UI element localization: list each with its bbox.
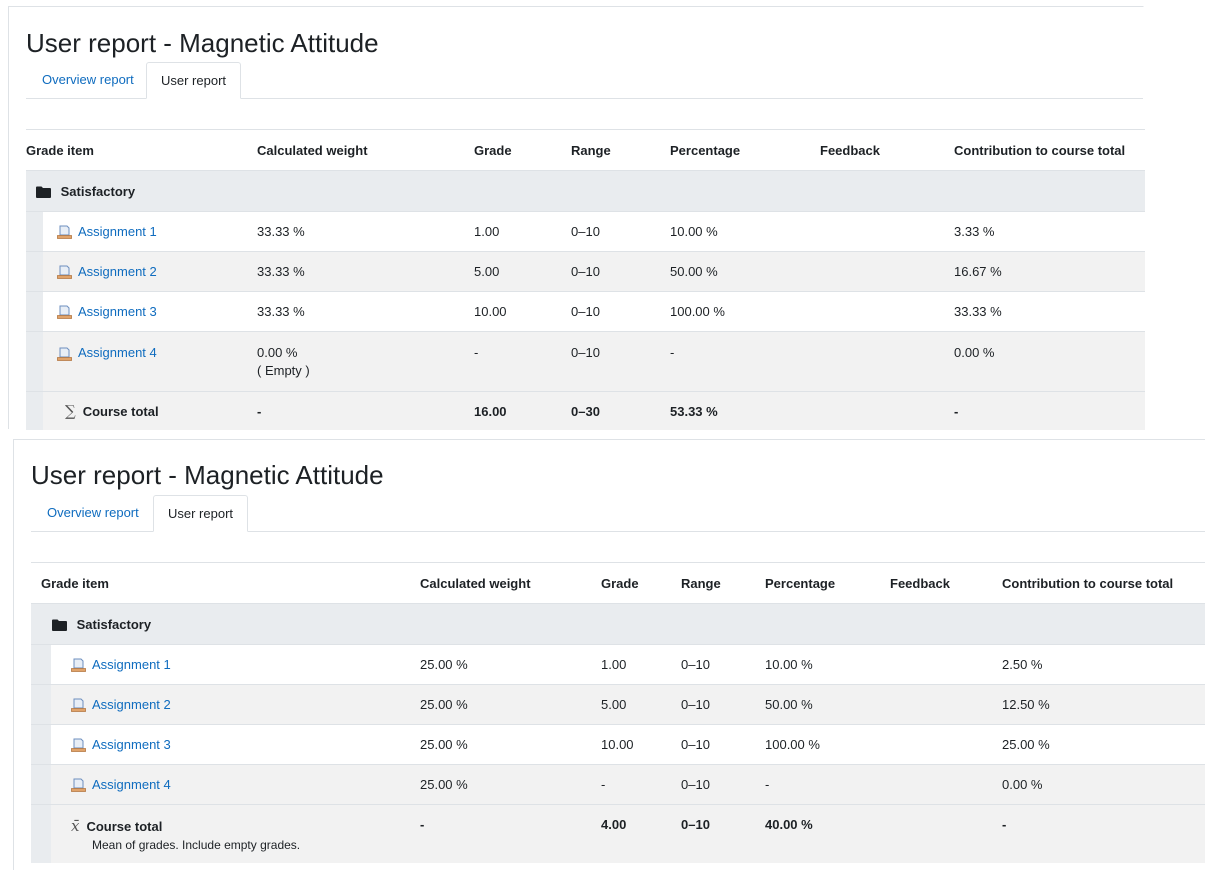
- table-row: [26, 212, 1145, 252]
- total-weight-cell: -: [420, 805, 601, 864]
- contribution-cell: 0.00 %: [954, 332, 1145, 392]
- assignment-icon: [57, 305, 72, 319]
- assignment-icon: [57, 225, 72, 239]
- total-feedback-cell: [890, 805, 1002, 864]
- course-total-row: [26, 392, 1145, 431]
- range-cell: 0–10: [681, 725, 765, 765]
- grade-table: [26, 129, 1145, 430]
- page-title: User report - Magnetic Attitude: [31, 460, 384, 490]
- assignment-link[interactable]: Assignment 4: [78, 345, 157, 360]
- contribution-cell: 33.33 %: [954, 292, 1145, 332]
- assignment-link[interactable]: Assignment 3: [78, 303, 157, 319]
- contribution-cell: 12.50 %: [1002, 685, 1205, 725]
- contribution-cell: 0.00 %: [1002, 765, 1205, 805]
- course-total-row: [31, 805, 1205, 864]
- total-feedback-cell: [820, 392, 954, 431]
- header-calculated-weight: Calculated weight: [420, 563, 601, 604]
- tab-user-report[interactable]: User report: [146, 62, 241, 99]
- user-report-panel-1: [8, 6, 1144, 429]
- category-name: Satisfactory: [60, 183, 136, 199]
- total-contribution-cell: -: [1002, 805, 1205, 864]
- weight-cell: 25.00 %: [420, 765, 601, 805]
- header-calculated-weight: Calculated weight: [257, 130, 474, 171]
- assignment-link[interactable]: Assignment 4: [92, 776, 171, 792]
- range-cell: 0–10: [571, 332, 670, 392]
- table-row: [31, 645, 1205, 685]
- course-total-label: Course total: [86, 819, 163, 834]
- grade-cell: 10.00: [474, 292, 571, 332]
- total-grade-cell: 16.00: [474, 392, 571, 431]
- report-tabs: [26, 62, 1143, 99]
- range-cell: 0–10: [681, 685, 765, 725]
- percentage-cell: 100.00 %: [670, 292, 820, 332]
- assignment-icon: [71, 658, 86, 672]
- percentage-cell: 50.00 %: [765, 685, 890, 725]
- course-total-label: Course total: [82, 404, 159, 419]
- total-percentage-cell: 40.00 %: [765, 805, 890, 864]
- weight-cell: 33.33 %: [257, 252, 474, 292]
- feedback-cell: [820, 252, 954, 292]
- range-cell: 0–10: [681, 645, 765, 685]
- weight-cell: 0.00 %: [257, 345, 298, 360]
- total-range-cell: 0–30: [571, 392, 670, 431]
- header-range: Range: [571, 130, 670, 171]
- header-grade-item: Grade item: [26, 130, 257, 171]
- feedback-cell: [820, 292, 954, 332]
- tab-user-report[interactable]: User report: [153, 495, 248, 532]
- assignment-icon: [57, 347, 72, 361]
- assignment-link[interactable]: Assignment 3: [92, 736, 171, 752]
- mean-icon: x̄: [71, 817, 80, 835]
- range-cell: 0–10: [571, 292, 670, 332]
- weight-cell: 33.33 %: [257, 292, 474, 332]
- category-name: Satisfactory: [76, 616, 152, 632]
- feedback-cell: [890, 645, 1002, 685]
- grade-cell: 1.00: [601, 645, 681, 685]
- assignment-icon: [71, 778, 86, 792]
- report-tabs: [31, 495, 1205, 532]
- grade-cell: 10.00: [601, 725, 681, 765]
- contribution-cell: 16.67 %: [954, 252, 1145, 292]
- contribution-cell: 2.50 %: [1002, 645, 1205, 685]
- table-row: [31, 685, 1205, 725]
- header-percentage: Percentage: [765, 563, 890, 604]
- feedback-cell: [890, 765, 1002, 805]
- header-feedback: Feedback: [890, 563, 1002, 604]
- category-row: [31, 604, 1205, 645]
- weight-cell: 25.00 %: [420, 685, 601, 725]
- range-cell: 0–10: [681, 765, 765, 805]
- percentage-cell: -: [765, 765, 890, 805]
- header-range: Range: [681, 563, 765, 604]
- weight-cell: 25.00 %: [420, 645, 601, 685]
- page-title: User report - Magnetic Attitude: [26, 28, 379, 58]
- total-weight-cell: -: [257, 392, 474, 431]
- header-grade: Grade: [601, 563, 681, 604]
- weight-cell: 25.00 %: [420, 725, 601, 765]
- weight-cell: 33.33 %: [257, 212, 474, 252]
- header-feedback: Feedback: [820, 130, 954, 171]
- grade-cell: -: [601, 765, 681, 805]
- table-header-row: [26, 130, 1145, 171]
- grade-cell: 5.00: [601, 685, 681, 725]
- tab-overview-report[interactable]: Overview report: [47, 505, 139, 520]
- percentage-cell: 50.00 %: [670, 252, 820, 292]
- category-row: [26, 171, 1145, 212]
- user-report-panel-2: [13, 439, 1205, 870]
- percentage-cell: 100.00 %: [765, 725, 890, 765]
- total-grade-cell: 4.00: [601, 805, 681, 864]
- header-percentage: Percentage: [670, 130, 820, 171]
- folder-icon: [36, 186, 51, 198]
- feedback-cell: [890, 685, 1002, 725]
- grade-cell: 5.00: [474, 252, 571, 292]
- feedback-cell: [890, 725, 1002, 765]
- range-cell: 0–10: [571, 212, 670, 252]
- assignment-icon: [71, 738, 86, 752]
- header-grade: Grade: [474, 130, 571, 171]
- aggregation-note: Mean of grades. Include empty grades.: [92, 838, 301, 852]
- table-row: [26, 332, 1145, 392]
- grade-cell: -: [474, 332, 571, 392]
- assignment-link[interactable]: Assignment 2: [78, 263, 157, 279]
- header-contribution: Contribution to course total: [1002, 563, 1205, 604]
- table-header-row: [31, 563, 1205, 604]
- grade-cell: 1.00: [474, 212, 571, 252]
- assignment-icon: [57, 265, 72, 279]
- assignment-link[interactable]: Assignment 1: [92, 656, 171, 672]
- contribution-cell: 3.33 %: [954, 212, 1145, 252]
- tab-overview-report[interactable]: Overview report: [42, 72, 134, 87]
- table-row: [31, 765, 1205, 805]
- table-row: [26, 252, 1145, 292]
- header-contribution: Contribution to course total: [954, 130, 1145, 171]
- folder-icon: [52, 619, 67, 631]
- assignment-link[interactable]: Assignment 1: [78, 223, 157, 239]
- percentage-cell: -: [670, 332, 820, 392]
- assignment-link[interactable]: Assignment 2: [92, 696, 171, 712]
- total-range-cell: 0–10: [681, 805, 765, 864]
- feedback-cell: [820, 212, 954, 252]
- header-grade-item: Grade item: [31, 563, 420, 604]
- table-row: [31, 725, 1205, 765]
- assignment-icon: [71, 698, 86, 712]
- range-cell: 0–10: [571, 252, 670, 292]
- empty-note: ( Empty ): [257, 363, 310, 378]
- sum-icon: ∑: [65, 402, 76, 420]
- percentage-cell: 10.00 %: [765, 645, 890, 685]
- total-percentage-cell: 53.33 %: [670, 392, 820, 431]
- table-row: [26, 292, 1145, 332]
- percentage-cell: 10.00 %: [670, 212, 820, 252]
- contribution-cell: 25.00 %: [1002, 725, 1205, 765]
- feedback-cell: [820, 332, 954, 392]
- total-contribution-cell: -: [954, 392, 1145, 431]
- grade-table: [31, 562, 1205, 863]
